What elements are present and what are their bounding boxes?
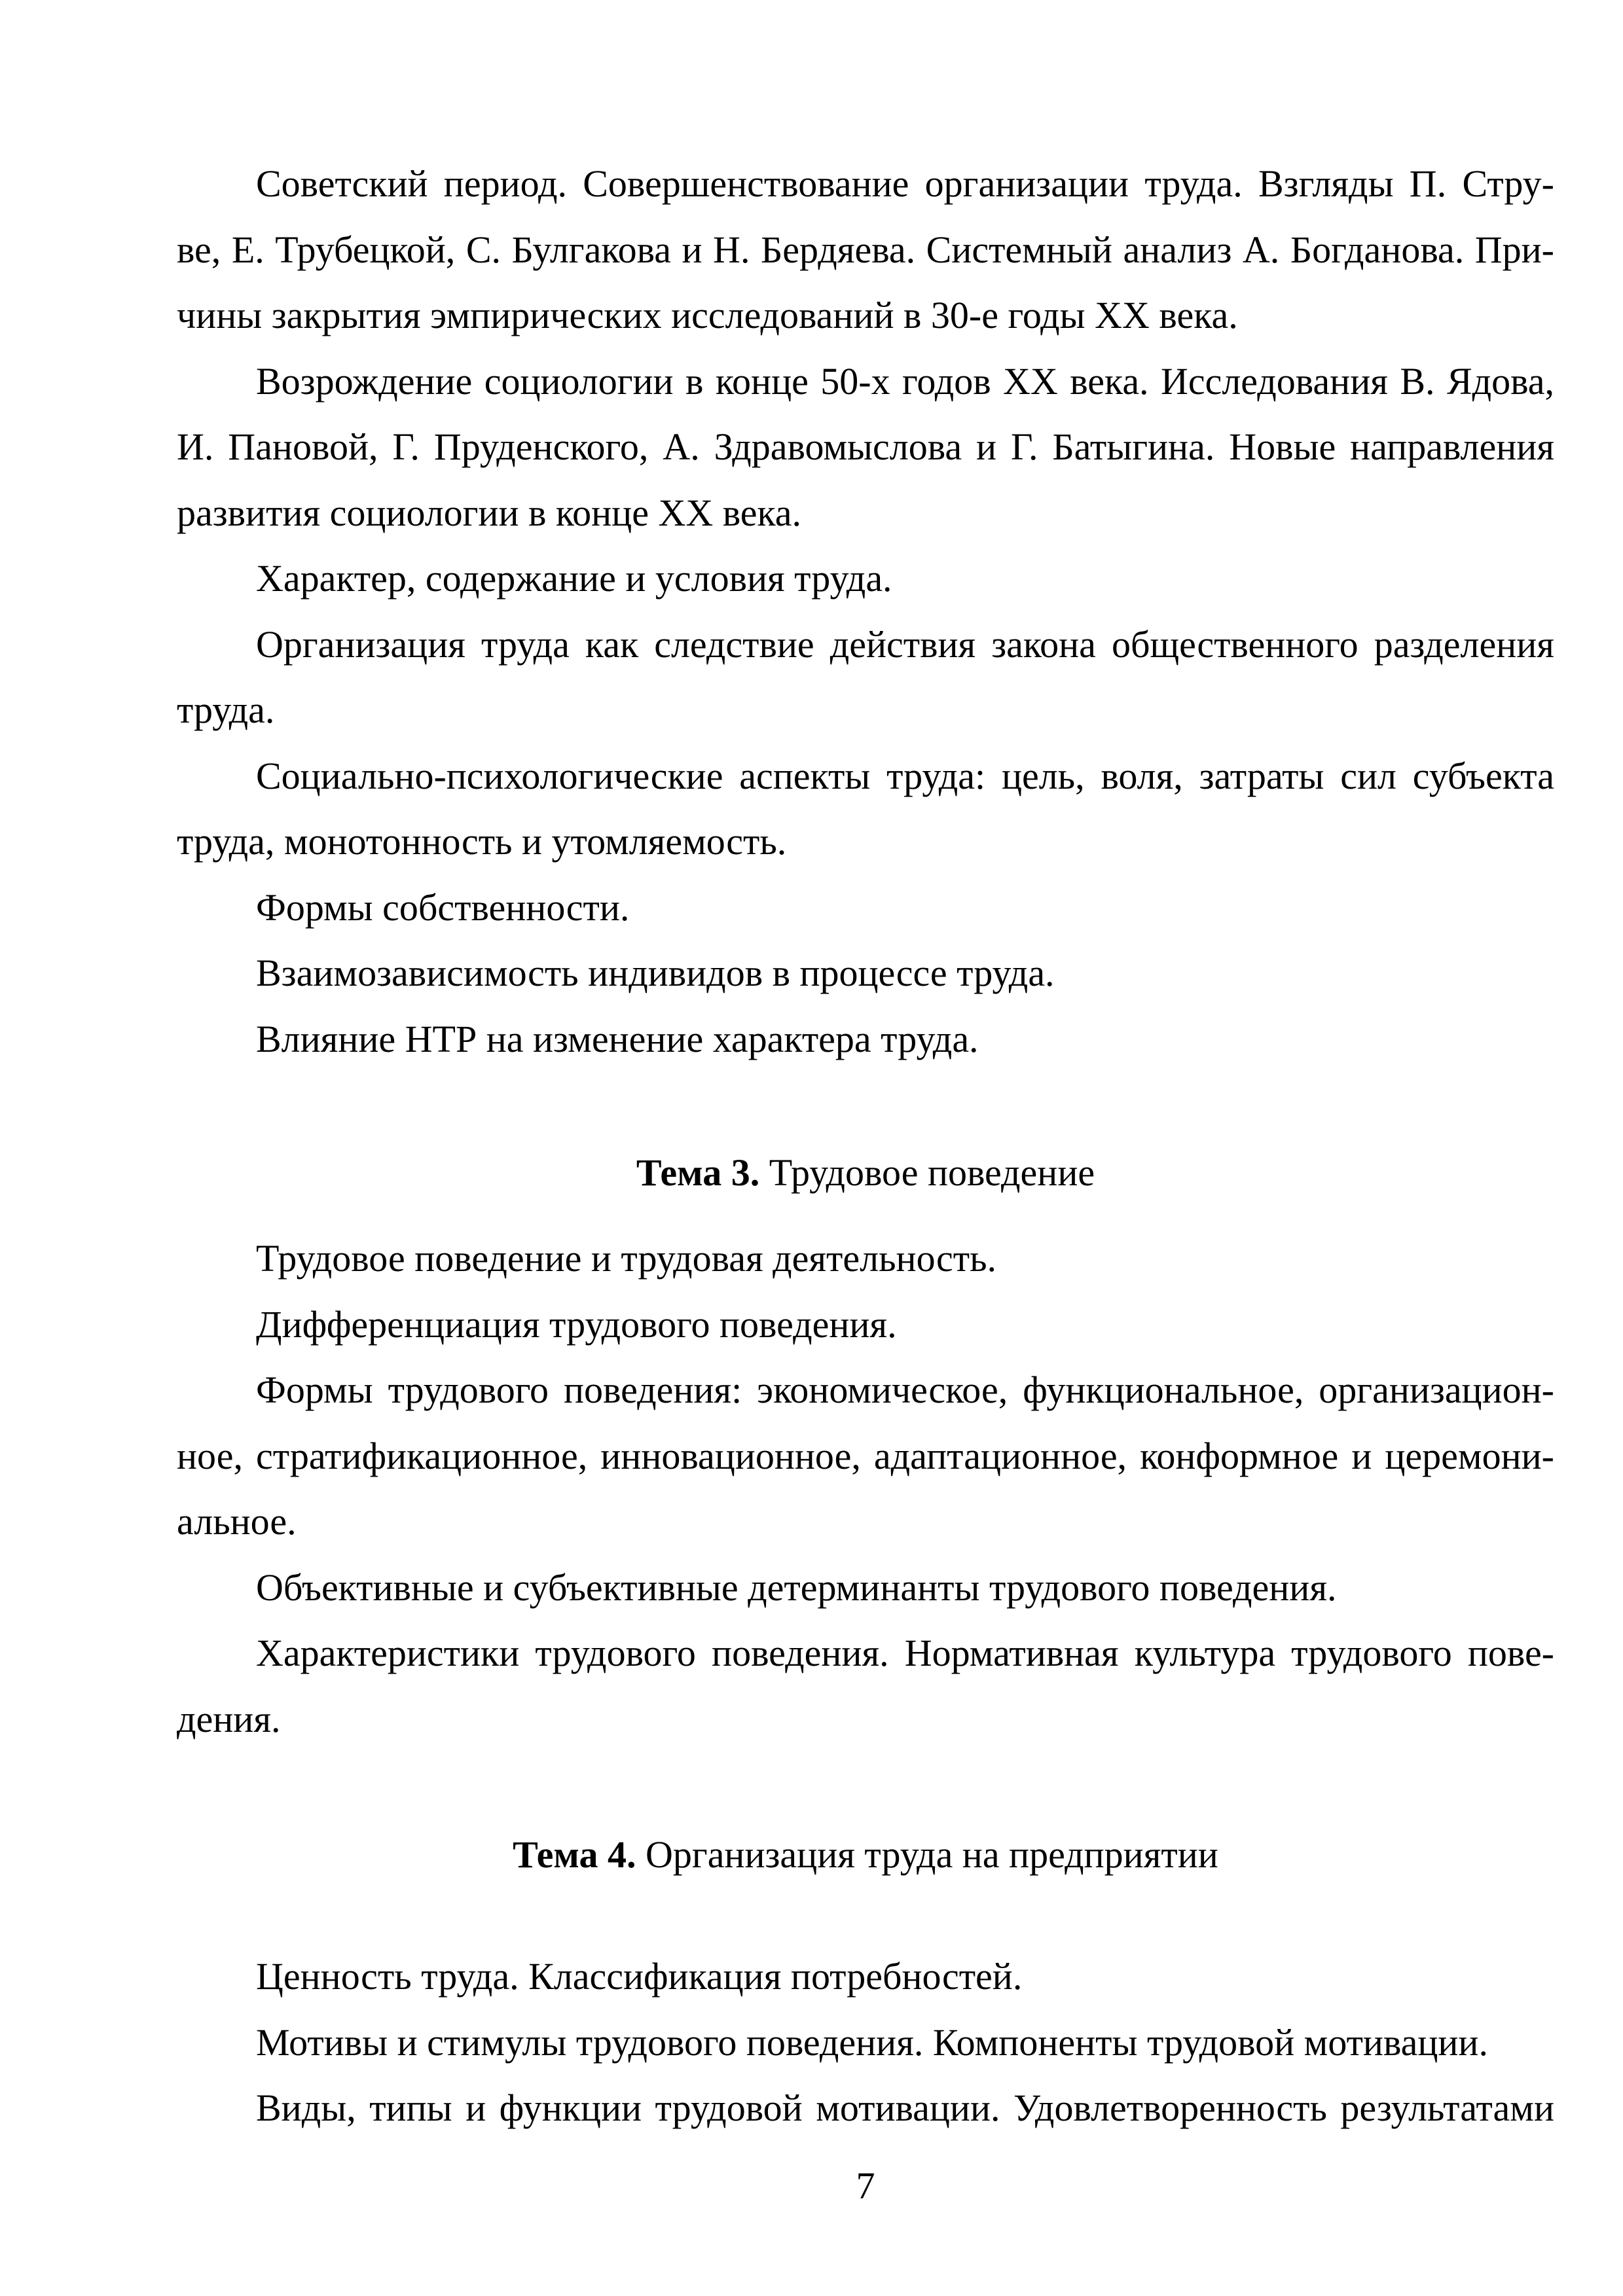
paragraph-line: Дифференциация трудового поведения. xyxy=(256,1302,897,1346)
topic-4-label: Тема 4. xyxy=(513,1833,636,1876)
paragraph-line: И. Пановой, Г. Пруденского, А. Здравомыслова и Г. Батыгина. Новые направления xyxy=(177,425,1554,468)
topic-3-heading xyxy=(177,1140,1554,1206)
topic-3-title: Трудовое поведение xyxy=(769,1151,1095,1194)
paragraph-line: труда. xyxy=(177,689,275,731)
paragraph-line: Мотивы и стимулы трудового поведения. Компоненты трудовой мотивации. xyxy=(256,2020,1488,2064)
paragraph-line: альное. xyxy=(177,1500,297,1543)
paragraph-line: Характеристики трудового поведения. Нормативная культура трудового пове- xyxy=(256,1632,1554,1674)
paragraph-line: труда, монотонность и утомляемость. xyxy=(177,820,787,863)
topic-3-body xyxy=(177,1226,1554,1752)
paragraph-line: Ценность труда. Классификация потребностей. xyxy=(256,1955,1023,1998)
paragraph-line: Характер, содержание и условия труда. xyxy=(256,557,892,600)
topic-4-heading xyxy=(177,1822,1554,1888)
paragraph-line: Формы собственности. xyxy=(256,886,630,929)
topic-3-label: Тема 3. xyxy=(636,1151,760,1194)
paragraph-line: Взаимозависимость индивидов в процессе труда. xyxy=(256,952,1055,994)
page-number: 7 xyxy=(856,2164,875,2207)
paragraph-line: Трудовое поведение и трудовая деятельность. xyxy=(256,1237,997,1280)
paragraph-line: дения. xyxy=(177,1697,281,1740)
paragraph-line: Советский период. Совершенствование организации труда. Взгляды П. Стру- xyxy=(256,162,1554,205)
paragraph-line: Объективные и субъективные детерминанты трудового поведения. xyxy=(256,1566,1337,1609)
topic-4-body xyxy=(177,1944,1554,2142)
paragraph-line: чины закрытия эмпирических исследований в 30-е годы XX века. xyxy=(177,294,1238,336)
paragraph-line: ве, Е. Трубецкой, С. Булгакова и Н. Бердяева. Системный анализ А. Богданова. При- xyxy=(177,228,1554,271)
paragraph-line: Влияние НТР на изменение характера труда. xyxy=(256,1017,979,1060)
paragraph-line: Возрождение социологии в конце 50-х годов XX века. Исследования В. Ядова, xyxy=(256,359,1554,403)
topic-4-title: Организация труда на предприятии xyxy=(646,1833,1218,1876)
paragraph-line: Организация труда как следствие действия закона общественного разделения xyxy=(256,622,1554,666)
section-2-continuation xyxy=(177,151,1554,1072)
paragraph-line: Формы трудового поведения: экономическое, функциональное, организацион- xyxy=(256,1369,1554,1411)
paragraph-line: развития социологии в конце XX века. xyxy=(177,491,802,534)
paragraph-line: Виды, типы и функции трудовой мотивации. Удовлетворенность результатами xyxy=(256,2087,1554,2129)
paragraph-line: ное, стратификационное, инновационное, адаптационное, конформное и церемони- xyxy=(177,1434,1554,1477)
paragraph-line: Социально-психологические аспекты труда: цель, воля, затраты сил субъекта xyxy=(256,754,1554,797)
